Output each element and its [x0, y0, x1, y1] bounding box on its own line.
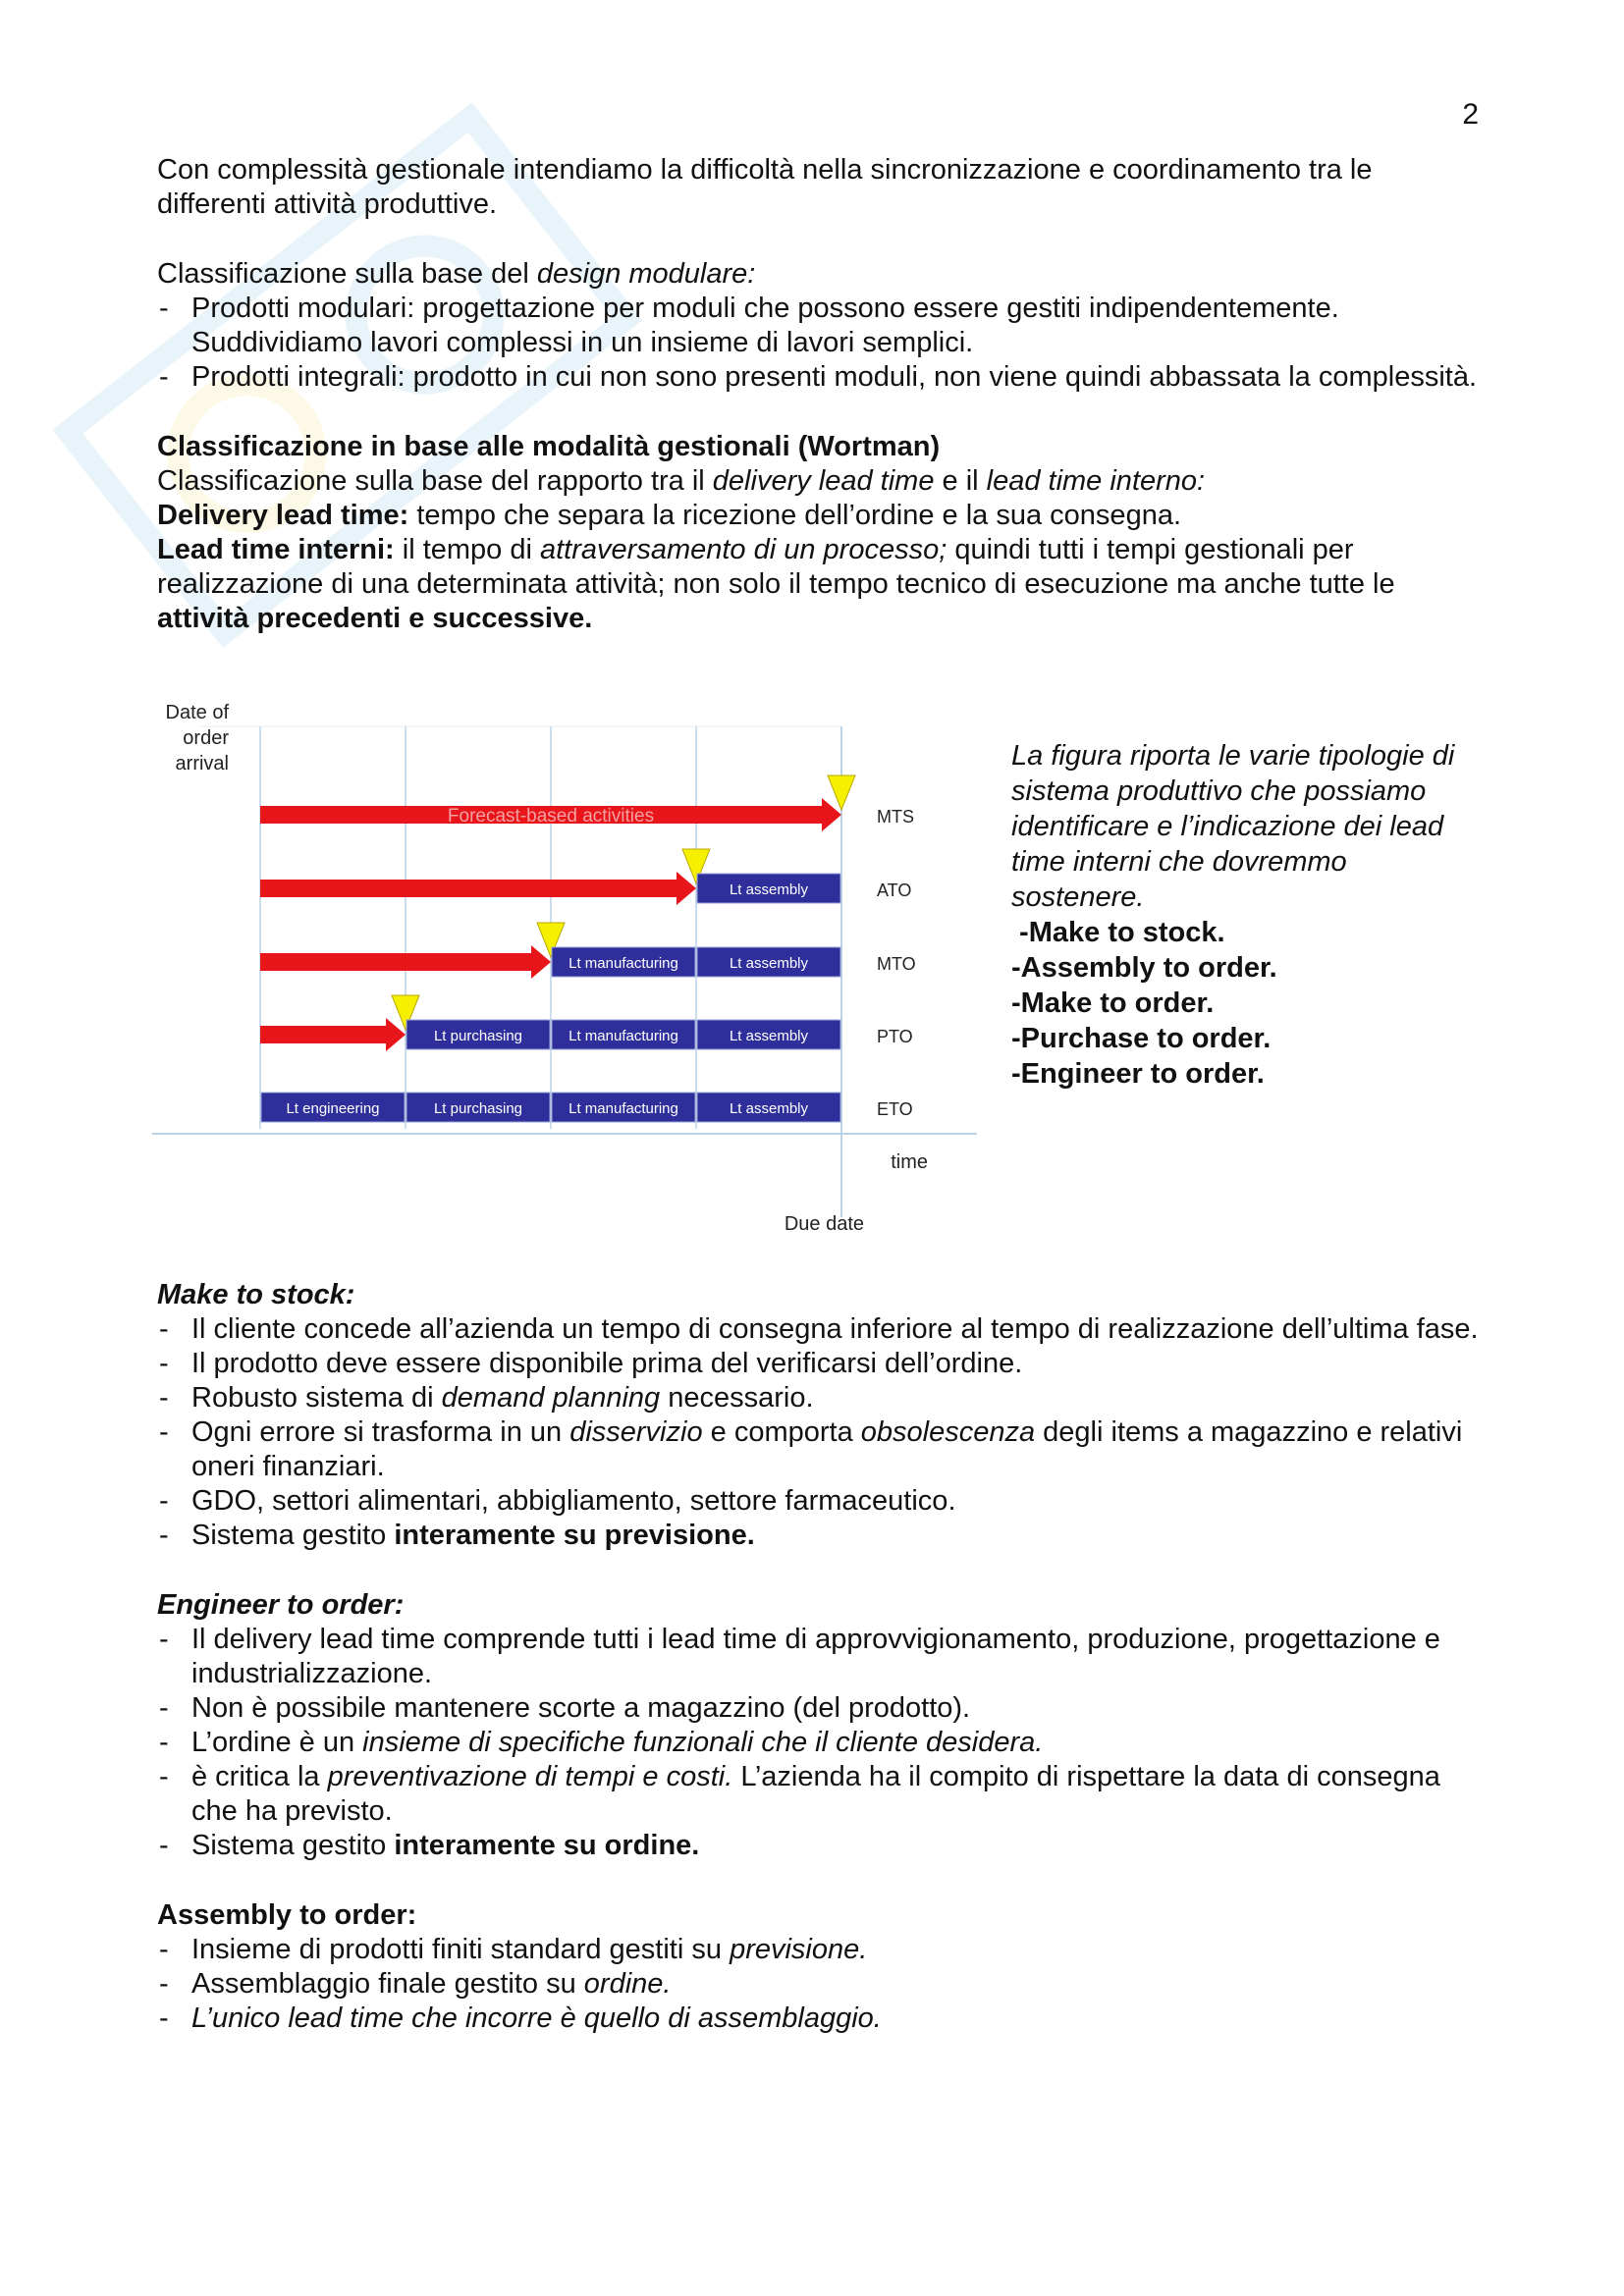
list-item: - è critica la preventivazione di tempi e costi. L’azienda ha il compito di rispettare la data di consegna che ha previsto. — [157, 1760, 1483, 1829]
x-axis-label: time — [891, 1151, 928, 1173]
row-label: ATO — [877, 881, 912, 900]
y-axis-label: order — [183, 727, 229, 749]
list-item: - L’ordine è un insieme di specifiche funzionali che il cliente desidera. — [157, 1726, 1483, 1760]
lead-time-chart-svg — [152, 697, 982, 1242]
row-label: PTO — [877, 1027, 913, 1046]
forecast-arrow-body — [260, 1026, 388, 1043]
list-item: - Ogni errore si trasforma in un disservizio e comporta obsolescenza degli items a magazzino e relativi oneri finanziari. — [157, 1415, 1483, 1484]
due-date-label: Due date — [784, 1213, 864, 1235]
list-item: - Sistema gestito interamente su ordine. — [157, 1829, 1483, 1863]
caption-text: La figura riporta le varie tipologie di sistema produttivo che possiamo identificare e l’indicazione dei lead time interni che dovremmo sostenere. — [1011, 740, 1455, 913]
eto-list — [157, 1623, 1483, 1863]
lead-time-diagram — [152, 697, 982, 1242]
lead-time-segment-label: Lt assembly — [729, 1028, 809, 1044]
wortman-heading: Classificazione in base alle modalità gestionali (Wortman) — [157, 431, 941, 462]
eto-heading: Engineer to order: — [157, 1589, 405, 1621]
list-item: - Assemblaggio finale gestito su ordine. — [157, 1967, 1483, 2002]
lead-time-segment-label: Lt assembly — [729, 881, 809, 898]
list-item: -Make to stock. — [1011, 917, 1225, 948]
mts-heading: Make to stock: — [157, 1279, 355, 1310]
mts-list — [157, 1312, 1483, 1553]
list-item: -Make to order. — [1011, 988, 1215, 1019]
lead-time-segment-label: Lt purchasing — [433, 1100, 523, 1117]
lead-time-segment-label: Lt assembly — [729, 955, 809, 972]
forecast-activities-label: Forecast-based activities — [447, 806, 655, 827]
forecast-arrow-body — [260, 880, 678, 897]
wortman-line: Classificazione sulla base del rapporto tra il delivery lead time e il lead time interno: — [157, 465, 1206, 497]
y-axis-label: Date of — [165, 702, 229, 723]
ato-heading: Assembly to order: — [157, 1899, 417, 1931]
internal-lead-time-definition: Lead time interni: il tempo di attraversamento di un processo; quindi tutti i tempi gestionali per realizzazione di una determinata attività; non solo il tempo tecnico di esecuzione ma anche tutte le attività precedenti e successive. — [157, 534, 1395, 634]
row-label: MTS — [877, 807, 914, 827]
list-item: - Il delivery lead time comprende tutti i lead time di approvvigionamento, produzione, progettazione e industrializzazione. — [157, 1623, 1483, 1691]
list-item: -Engineer to order. — [1011, 1058, 1265, 1090]
order-arrival-marker — [828, 775, 855, 810]
list-item: - Prodotti modulari: progettazione per moduli che possono essere gestiti indipendentemente. Suddividiamo lavori complessi in un insieme di lavori semplici. — [157, 292, 1483, 360]
mts-section — [157, 1278, 1483, 2036]
list-item: - Prodotti integrali: prodotto in cui non sono presenti moduli, non viene quindi abbassata la complessità. — [157, 360, 1483, 395]
figure-caption — [1011, 738, 1473, 1092]
list-item: - GDO, settori alimentari, abbigliamento, settore farmaceutico. — [157, 1484, 1483, 1519]
row-label: MTO — [877, 954, 916, 974]
lead-time-segment-label: Lt manufacturing — [568, 1100, 678, 1117]
list-item: - Robusto sistema di demand planning necessario. — [157, 1381, 1483, 1415]
modular-list — [157, 292, 1483, 395]
list-item: - Insieme di prodotti finiti standard gestiti su previsione. — [157, 1933, 1483, 1967]
list-item: -Purchase to order. — [1011, 1023, 1272, 1054]
list-item: - Sistema gestito interamente su previsione. — [157, 1519, 1483, 1553]
ato-list — [157, 1933, 1483, 2036]
row-label: ETO — [877, 1099, 913, 1119]
list-item: - L’unico lead time che incorre è quello di assemblaggio. — [157, 2002, 1483, 2036]
intro-section — [157, 153, 1483, 636]
page-number: 2 — [1462, 98, 1479, 131]
list-item: -Assembly to order. — [1011, 952, 1277, 984]
system-types-list — [1011, 915, 1473, 1092]
lead-time-segment-label: Lt purchasing — [433, 1028, 523, 1044]
lead-time-segment-label: Lt assembly — [729, 1100, 809, 1117]
modular-heading: Classificazione sulla base del design modulare: — [157, 258, 756, 290]
list-item: - Non è possibile mantenere scorte a magazzino (del prodotto). — [157, 1691, 1483, 1726]
lead-time-segment-label: Lt manufacturing — [568, 955, 678, 972]
delivery-lead-time-definition: Delivery lead time: tempo che separa la ricezione dell’ordine e la sua consegna. — [157, 500, 1182, 531]
lead-time-segment-label: Lt manufacturing — [568, 1028, 678, 1044]
forecast-arrow-body — [260, 953, 533, 971]
lead-time-segment-label: Lt engineering — [286, 1100, 380, 1117]
list-item: - Il cliente concede all’azienda un tempo di consegna inferiore al tempo di realizzazione dell’ultima fase. — [157, 1312, 1483, 1347]
list-item: - Il prodotto deve essere disponibile prima del verificarsi dell’ordine. — [157, 1347, 1483, 1381]
intro-paragraph: Con complessità gestionale intendiamo la difficoltà nella sincronizzazione e coordinamento tra le differenti attività produttive. — [157, 154, 1373, 220]
y-axis-label: arrival — [175, 753, 229, 774]
